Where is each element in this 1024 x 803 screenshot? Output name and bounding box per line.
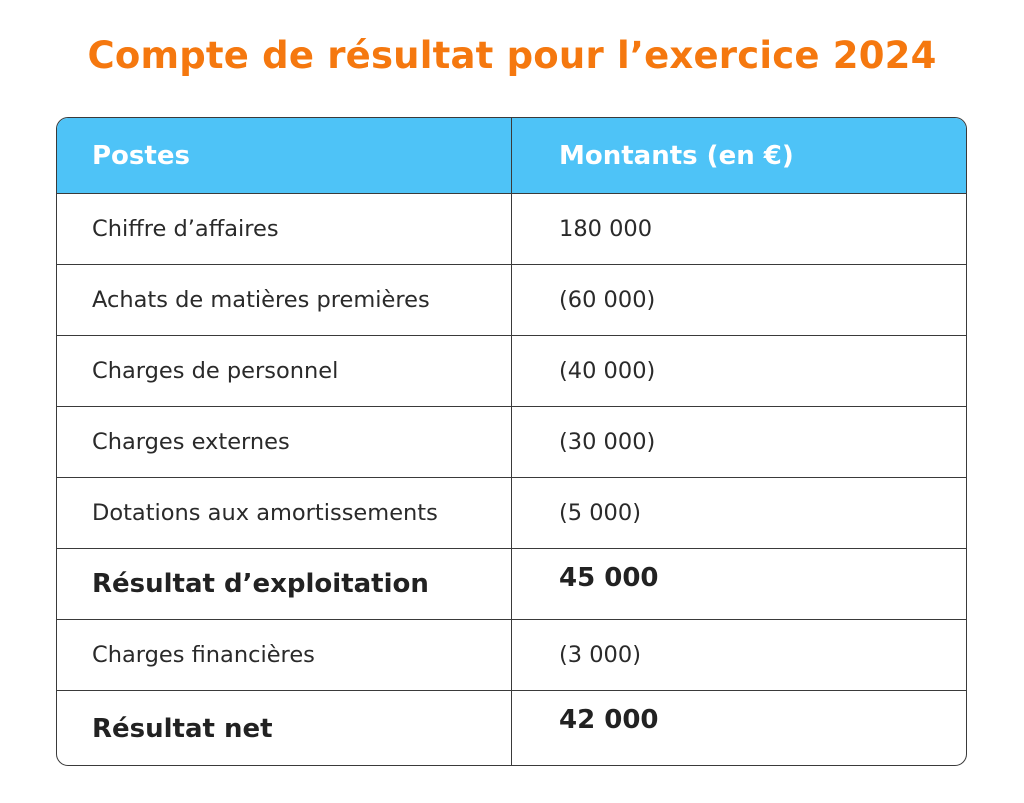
table-row xyxy=(57,407,966,478)
row-amount: (30 000) xyxy=(559,429,656,455)
table-row xyxy=(57,336,966,407)
row-label: Résultat net xyxy=(57,691,512,766)
row-amount: (60 000) xyxy=(559,287,656,313)
table-row xyxy=(57,620,966,691)
row-amount: 180 000 xyxy=(559,216,653,242)
table-row-total xyxy=(57,691,966,766)
column-header-postes: Postes xyxy=(57,118,512,193)
table-row xyxy=(57,265,966,336)
page-title: Compte de résultat pour l’exercice 2024 xyxy=(87,34,937,77)
row-amount: (3 000) xyxy=(559,642,641,668)
row-label: Résultat d’exploitation xyxy=(57,549,512,619)
column-header-montants: Montants (en €) xyxy=(559,140,794,171)
row-amount: 42 000 xyxy=(559,705,659,735)
income-statement-table xyxy=(56,117,967,766)
row-label: Charges de personnel xyxy=(57,336,512,406)
row-label: Achats de matières premières xyxy=(57,265,512,335)
table-row xyxy=(57,478,966,549)
table-row xyxy=(57,194,966,265)
row-amount: (40 000) xyxy=(559,358,656,384)
row-label: Dotations aux amortissements xyxy=(57,478,512,548)
table-row-subtotal xyxy=(57,549,966,620)
row-label: Charges financières xyxy=(57,620,512,690)
table-header-row xyxy=(57,118,966,194)
row-amount: 45 000 xyxy=(559,563,659,593)
row-amount: (5 000) xyxy=(559,500,641,526)
row-label: Chiffre d’affaires xyxy=(57,194,512,264)
row-label: Charges externes xyxy=(57,407,512,477)
